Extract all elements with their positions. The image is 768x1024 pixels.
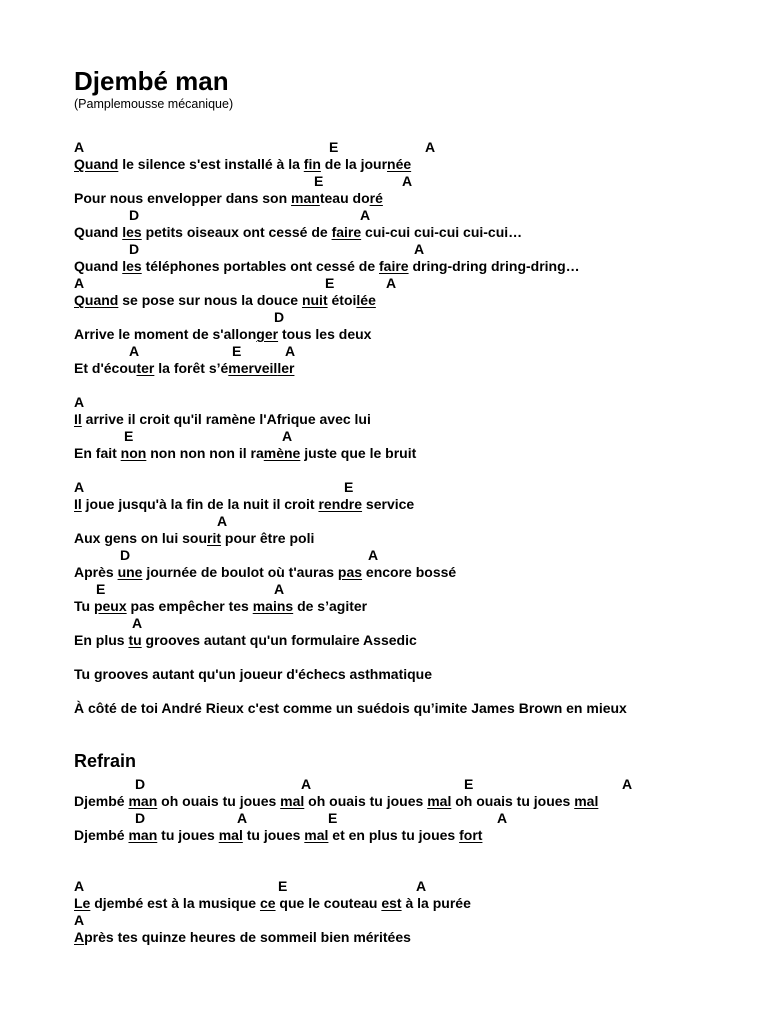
lyric-text: Djembé xyxy=(74,793,129,809)
lyric-text: Arrive le moment de s'allon xyxy=(74,326,257,342)
stressed-syllable: A xyxy=(74,929,85,945)
stressed-syllable: ce xyxy=(259,895,276,911)
stressed-syllable: mal xyxy=(427,793,452,809)
lyric-text: juste que le bruit xyxy=(300,445,417,461)
stressed-syllable: mal xyxy=(280,793,305,809)
stressed-syllable: merveil xyxy=(228,360,278,376)
chord: A xyxy=(386,275,397,291)
chord: A xyxy=(274,581,285,597)
chord: E xyxy=(124,428,134,444)
lyric-line xyxy=(74,224,522,241)
stressed-syllable: Le xyxy=(74,895,91,911)
chord-line xyxy=(0,776,768,793)
chord-line xyxy=(0,275,768,292)
lyric-text: non non non il ra xyxy=(146,445,264,461)
chord: E xyxy=(344,479,354,495)
stressed-syllable: rit xyxy=(207,530,222,546)
lyric-text: petits oiseaux ont cessé de xyxy=(141,224,332,240)
lyric-line xyxy=(74,895,471,912)
stressed-syllable: peux xyxy=(93,598,127,614)
chord: A xyxy=(497,810,508,826)
chord: A xyxy=(129,343,140,359)
stressed-syllable: les xyxy=(122,224,142,240)
stressed-syllable: man xyxy=(128,793,158,809)
chord-line xyxy=(0,810,768,827)
lyric-text: arrive il croit qu'il ramène l'Afrique avec lui xyxy=(81,411,371,427)
lyric-text: pas empêcher tes xyxy=(126,598,253,614)
stressed-syllable: nuit xyxy=(301,292,328,308)
chord-line xyxy=(0,615,768,632)
chord: A xyxy=(74,139,85,155)
lyric-text: Quand xyxy=(74,224,123,240)
chord: D xyxy=(135,810,146,826)
lyric-text: service xyxy=(362,496,415,512)
stressed-syllable: lée xyxy=(356,292,376,308)
stressed-syllable: Quand xyxy=(74,292,119,308)
chord: A xyxy=(217,513,228,529)
stressed-syllable: man xyxy=(291,190,320,206)
chord: E xyxy=(96,581,106,597)
lyric-line xyxy=(74,292,376,309)
chord-line xyxy=(0,428,768,445)
lyric-text: En plus xyxy=(74,632,129,648)
lyric-text: oh ouais tu joues xyxy=(451,793,575,809)
chord: A xyxy=(360,207,371,223)
lyric-text: de s’agiter xyxy=(293,598,368,614)
stressed-syllable: man xyxy=(128,827,158,843)
lyric-text: que le couteau xyxy=(275,895,382,911)
lyric-text: le silence s'est installé à la xyxy=(118,156,304,172)
lyric-text: Tu grooves autant qu'un joueur d'échecs asthmatique xyxy=(74,666,433,682)
lyric-text: Après xyxy=(74,564,118,580)
lyric-text: teau do xyxy=(319,190,370,206)
stressed-syllable: une xyxy=(117,564,143,580)
lyric-text: tu joues xyxy=(157,827,219,843)
lyric-line xyxy=(74,827,482,844)
stressed-syllable: ré xyxy=(369,190,383,206)
chord: A xyxy=(301,776,312,792)
lyric-text: oh ouais tu joues xyxy=(304,793,428,809)
chord: D xyxy=(129,241,140,257)
chord: E xyxy=(328,810,338,826)
lyric-text: Quand xyxy=(74,258,123,274)
chord-line xyxy=(0,878,768,895)
stressed-syllable: mal xyxy=(218,827,243,843)
chord-line xyxy=(0,479,768,496)
chord: E xyxy=(329,139,339,155)
lyric-line xyxy=(74,326,371,343)
stressed-syllable: mains xyxy=(252,598,294,614)
lyric-text: djembé est à la musique xyxy=(90,895,260,911)
lyric-text: pour être poli xyxy=(221,530,315,546)
stressed-syllable: fin xyxy=(303,156,321,172)
chord: D xyxy=(135,776,146,792)
stressed-syllable: tu xyxy=(128,632,142,648)
lyric-text: Aux gens on lui sou xyxy=(74,530,208,546)
lyric-text: près tes quinze heures de sommeil bien méritées xyxy=(84,929,411,945)
chord-line xyxy=(0,173,768,190)
stressed-syllable: Quand xyxy=(74,156,119,172)
chord: A xyxy=(425,139,436,155)
stressed-syllable: mène xyxy=(263,445,301,461)
lyric-line xyxy=(74,445,416,462)
chord: E xyxy=(325,275,335,291)
lyric-text: joue jusqu'à la fin de la nuit il croit xyxy=(81,496,319,512)
chord-line xyxy=(0,581,768,598)
chord-line xyxy=(0,513,768,530)
chord-line xyxy=(0,394,768,411)
lyric-text: de la jour xyxy=(320,156,388,172)
chord: E xyxy=(278,878,288,894)
lyric-line xyxy=(74,929,411,946)
lyric-text: journée de boulot où t'auras xyxy=(142,564,338,580)
lyric-text: cui-cui cui-cui cui-cui… xyxy=(361,224,523,240)
lyric-text: oh ouais tu joues xyxy=(157,793,281,809)
lyric-text: Pour nous envelopper dans son xyxy=(74,190,292,206)
stressed-syllable: ter xyxy=(136,360,155,376)
lyric-text: la forêt s’é xyxy=(154,360,229,376)
lyric-line xyxy=(74,360,294,377)
lyric-text: tu joues xyxy=(242,827,305,843)
chord-line xyxy=(0,309,768,326)
chord: A xyxy=(368,547,379,563)
stressed-syllable: Il xyxy=(74,496,82,512)
chord: D xyxy=(120,547,131,563)
chord: E xyxy=(232,343,242,359)
stressed-syllable: Il xyxy=(74,411,82,427)
chord: A xyxy=(285,343,296,359)
stressed-syllable: fort xyxy=(459,827,483,843)
refrain-heading: Refrain xyxy=(74,751,137,771)
chord: A xyxy=(74,479,85,495)
lyric-line xyxy=(74,632,417,649)
song-subtitle: (Pamplemousse mécanique) xyxy=(74,97,234,111)
stressed-syllable: ler xyxy=(277,360,295,376)
chord: A xyxy=(74,878,85,894)
lyric-line xyxy=(74,190,383,207)
lyric-line xyxy=(74,564,456,581)
chord: A xyxy=(74,275,85,291)
chord-line xyxy=(0,207,768,224)
lyric-line xyxy=(74,666,432,683)
lyric-text: En fait xyxy=(74,445,121,461)
chord: D xyxy=(274,309,285,325)
chord-line xyxy=(0,547,768,564)
stressed-syllable: née xyxy=(387,156,412,172)
lyric-line xyxy=(74,411,371,428)
stressed-syllable: non xyxy=(120,445,147,461)
chord-line xyxy=(0,139,768,156)
lyric-line xyxy=(74,496,414,513)
lyric-text: et en plus tu joues xyxy=(328,827,460,843)
chord: A xyxy=(282,428,293,444)
chord: A xyxy=(402,173,413,189)
stressed-syllable: pas xyxy=(337,564,363,580)
stressed-syllable: faire xyxy=(331,224,362,240)
chord: A xyxy=(416,878,427,894)
chord: A xyxy=(74,912,85,928)
chord: A xyxy=(132,615,143,631)
lyric-line xyxy=(74,258,580,275)
lyric-text: tous les deux xyxy=(278,326,372,342)
stressed-syllable: mal xyxy=(304,827,329,843)
stressed-syllable: les xyxy=(122,258,142,274)
chord-line xyxy=(0,343,768,360)
chord: A xyxy=(622,776,633,792)
lyric-text: Djembé xyxy=(74,827,129,843)
lyric-line xyxy=(74,598,367,615)
chord: E xyxy=(314,173,324,189)
lyric-text: étoi xyxy=(327,292,357,308)
chord: A xyxy=(74,394,85,410)
lyric-text: À côté de toi André Rieux c'est comme un suédois qu’imite James Brown en mieux xyxy=(74,700,627,716)
stressed-syllable: faire xyxy=(379,258,409,274)
lyric-text: encore bossé xyxy=(362,564,457,580)
stressed-syllable: mal xyxy=(574,793,599,809)
lyric-text: Et d'écou xyxy=(74,360,137,376)
lyric-line xyxy=(74,156,411,173)
chord: E xyxy=(464,776,474,792)
chord: A xyxy=(414,241,425,257)
lyric-text: se pose sur nous la douce xyxy=(118,292,302,308)
lyric-text: grooves autant qu'un formulaire Assedic xyxy=(141,632,417,648)
lyric-line xyxy=(74,700,627,717)
song-title: Djembé man xyxy=(74,66,229,96)
lyric-text: à la purée xyxy=(401,895,471,911)
lyric-text: téléphones portables ont cessé de xyxy=(141,258,379,274)
chord: D xyxy=(129,207,140,223)
stressed-syllable: ger xyxy=(256,326,279,342)
stressed-syllable: est xyxy=(381,895,402,911)
lyric-text: dring-dring dring-dring… xyxy=(408,258,580,274)
lyric-line xyxy=(74,793,598,810)
lyric-line xyxy=(74,530,314,547)
chord-line xyxy=(0,241,768,258)
chord-line xyxy=(0,912,768,929)
chord: A xyxy=(237,810,248,826)
lyric-text: Tu xyxy=(74,598,94,614)
stressed-syllable: rendre xyxy=(318,496,363,512)
